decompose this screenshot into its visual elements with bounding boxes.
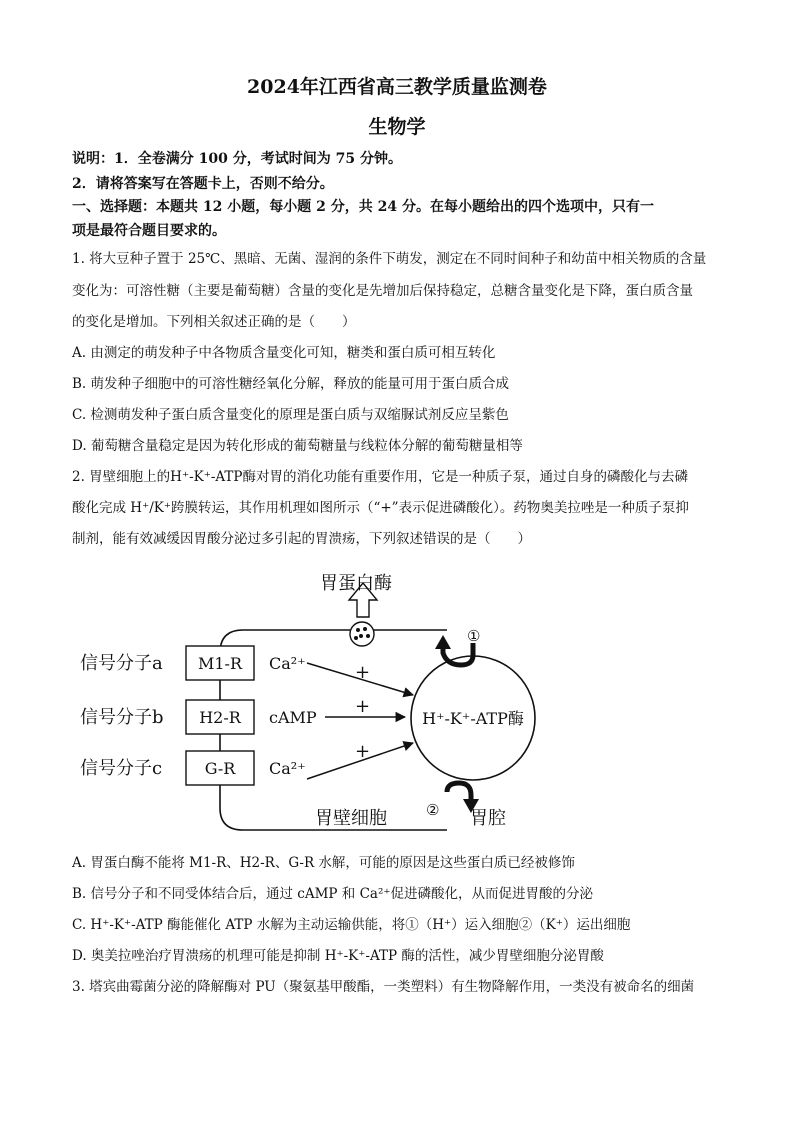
q1-stem-line-1: 1. 将大豆种子置于 25℃、黑暗、无菌、湿润的条件下萌发，测定在不同时间种子和幼苗中相关物质的含量: [72, 251, 707, 267]
instruction-line-1: 说明：1．全卷满分 100 分，考试时间为 75 分钟。: [72, 151, 402, 167]
messenger-camp: cAMP: [269, 708, 317, 727]
lumen-label: 胃腔: [470, 808, 506, 829]
instruction-line-2: 2．请将答案写在答题卡上，否则不给分。: [72, 176, 334, 192]
q2-stem-line-1: 2. 胃壁细胞上的H⁺-K⁺-ATP酶对胃的消化功能有重要作用，它是一种质子泵，通过自身的磷酸化与去磷: [72, 469, 689, 485]
subject-title: 生物学: [368, 116, 426, 138]
q1-option-c: C. 检测萌发种子蛋白质含量变化的原理是蛋白质与双缩脲试剂反应呈紫色: [72, 407, 509, 423]
receptor-gr-label: G-R: [204, 759, 236, 778]
pepsin-label: 胃蛋白酶: [320, 573, 392, 594]
plus-sign-1: +: [355, 662, 371, 683]
proton-pump-diagram: [75, 565, 735, 840]
plus-sign-3: +: [355, 741, 371, 762]
q2-option-b: B. 信号分子和不同受体结合后，通过 cAMP 和 Ca²⁺促进磷酸化，从而促进胃酸的分泌: [72, 886, 594, 902]
messenger-ca-2: Ca²⁺: [269, 759, 306, 778]
q1-option-d: D. 葡萄糖含量稳定是因为转化形成的葡萄糖量与线粒体分解的葡萄糖量相等: [72, 438, 523, 454]
signal-a-label: 信号分子a: [80, 653, 163, 674]
k-ion-transport-arrow: [447, 783, 471, 801]
receptor-h2r-label: H2-R: [199, 708, 241, 727]
q2-stem-line-2: 酸化完成 H⁺/K⁺跨膜转运，其作用机理如图所示（“+”表示促进磷酸化）。药物奥美拉唑是一种质子泵抑: [72, 500, 689, 516]
messenger-ca-1: Ca²⁺: [269, 654, 306, 673]
marker-1-label: ①: [467, 627, 481, 645]
signal-b-label: 信号分子b: [80, 707, 164, 728]
cell-label: 胃壁细胞: [315, 808, 387, 829]
signal-c-label: 信号分子c: [80, 758, 163, 779]
marker-2-label: ②: [426, 801, 440, 819]
section-heading-line-1: 一、选择题：本题共 12 小题，每小题 2 分，共 24 分。在每小题给出的四个选项中，只有一: [72, 199, 654, 215]
plus-sign-2: +: [355, 696, 371, 717]
enzyme-label: H⁺-K⁺-ATP酶: [422, 709, 524, 728]
q1-stem-line-2: 变化为：可溶性糖（主要是葡萄糖）含量的变化是先增加后保持稳定，总糖含量变化是下降，蛋白质含量: [72, 283, 693, 299]
q1-option-a: A. 由测定的萌发种子中各物质含量变化可知，糖类和蛋白质可相互转化: [72, 345, 496, 361]
q3-stem-line-1: 3. 塔宾曲霉菌分泌的降解酶对 PU（聚氨基甲酸酯，一类塑料）有生物降解作用，一类没有被命名的细菌: [72, 979, 695, 995]
q2-stem-line-3: 制剂，能有效减缓因胃酸分泌过多引起的胃溃疡，下列叙述错误的是（ ）: [72, 531, 531, 547]
q2-option-c: C. H⁺-K⁺-ATP 酶能催化 ATP 水解为主动运输供能，将①（H⁺）运入细胞②（K⁺）运出细胞: [72, 917, 631, 933]
receptor-m1r-label: M1-R: [197, 654, 243, 673]
q2-option-d: D. 奥美拉唑治疗胃溃疡的机理可能是抑制 H⁺-K⁺-ATP 酶的活性，减少胃壁细胞分泌胃酸: [72, 948, 604, 964]
h-ion-arrow-head: [435, 635, 451, 649]
q1-stem-line-3: 的变化是增加。下列相关叙述正确的是（ ）: [72, 314, 356, 330]
vesicle-icon: [350, 622, 374, 646]
q2-option-a: A. 胃蛋白酶不能将 M1-R、H2-R、G-R 水解，可能的原因是这些蛋白质已经被修饰: [72, 855, 575, 871]
exam-title: 2024年江西省高三教学质量监测卷: [247, 76, 547, 98]
q1-option-b: B. 萌发种子细胞中的可溶性糖经氧化分解，释放的能量可用于蛋白质合成: [72, 376, 510, 392]
section-heading-line-2: 项是最符合题目要求的。: [72, 223, 226, 239]
